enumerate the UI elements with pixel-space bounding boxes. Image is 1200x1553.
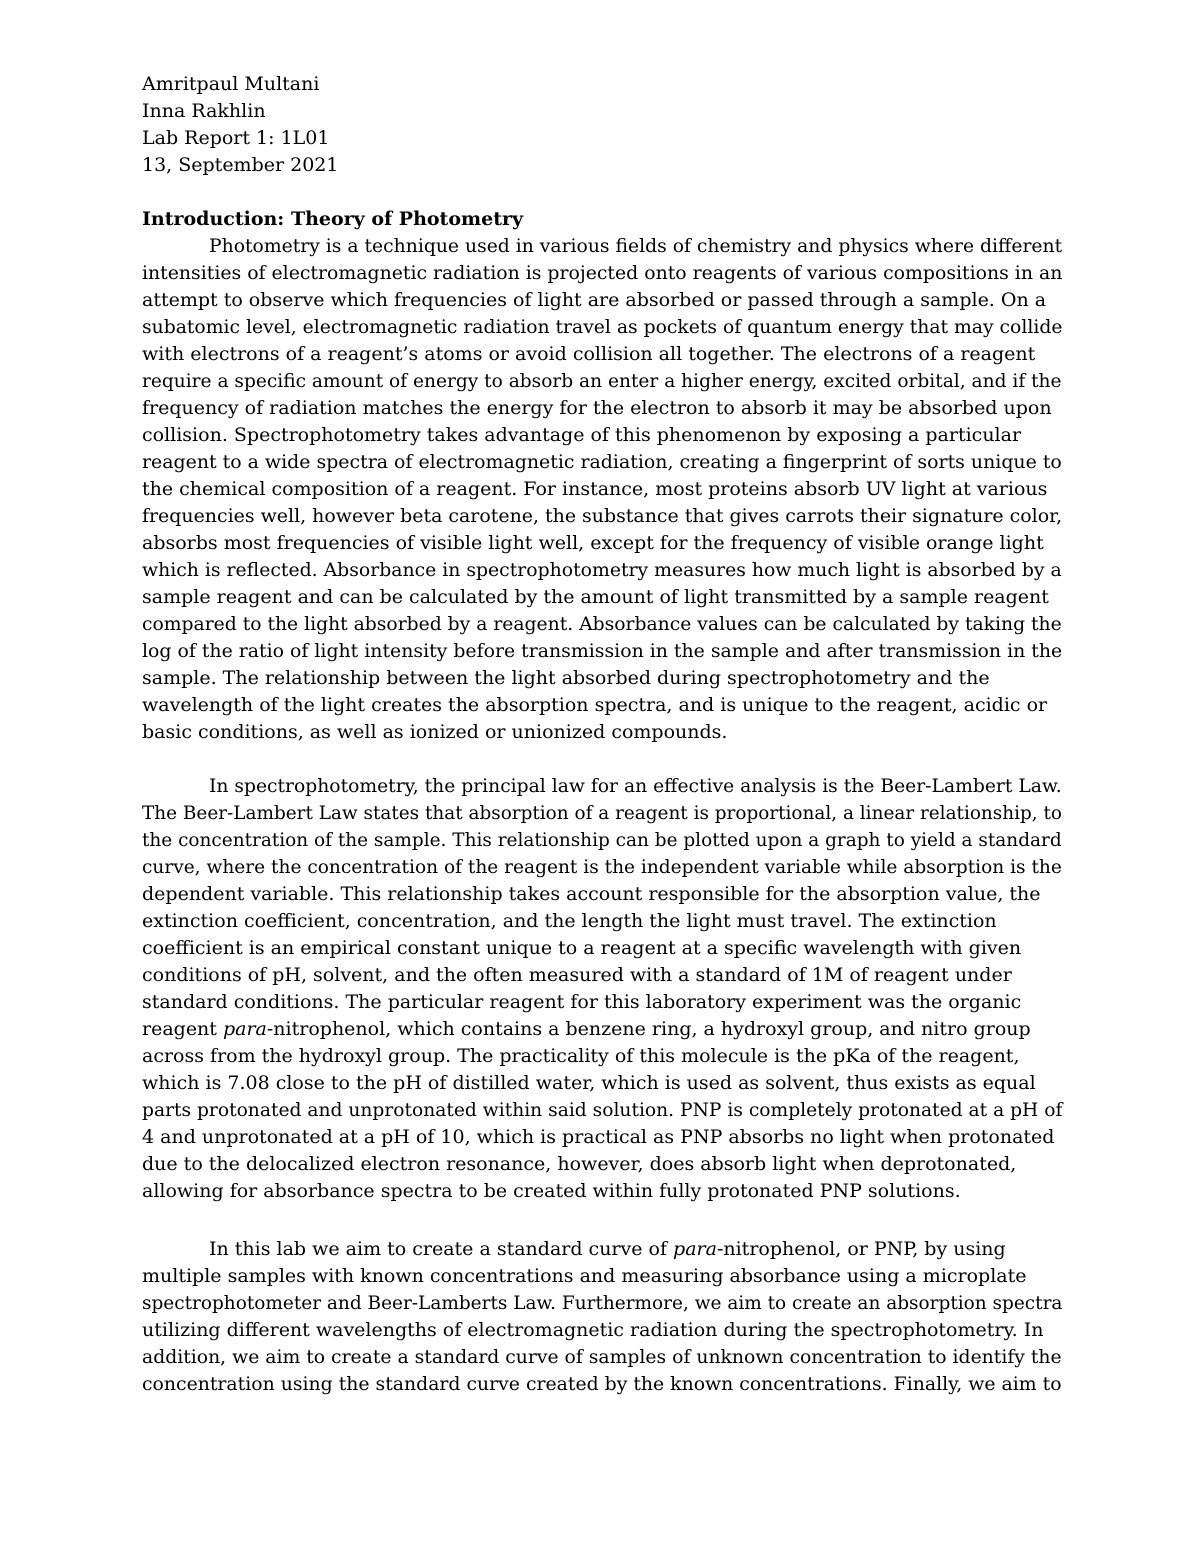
paragraph-1-line: log of the ratio of light intensity before transmission in the sample and after transmission in the [142, 640, 1063, 662]
paragraph-2-line: parts protonated and unprotonated within said solution. PNP is completely protonated at a pH of [142, 1099, 1063, 1121]
paragraph-3-line: utilizing different wavelengths of electromagnetic radiation during the spectrophotometry. In [142, 1319, 1044, 1341]
paragraph-2-line: which is 7.08 close to the pH of distilled water, which is used as solvent, thus exists as equal [142, 1072, 1036, 1094]
paragraph-1-line: basic conditions, as well as ionized or unionized compounds. [142, 721, 728, 743]
paragraph-2-line: conditions of pH, solvent, and the often measured with a standard of 1M of reagent under [142, 964, 1012, 986]
line-text: reagent [142, 1018, 223, 1040]
paragraph-1-line: with electrons of a reagent’s atoms or avoid collision all together. The electrons of a reagent [142, 343, 1036, 365]
paragraph-1-line: attempt to observe which frequencies of light are absorbed or passed through a sample. On a [142, 289, 1047, 311]
paragraph-3-line: multiple samples with known concentrations and measuring absorbance using a microplate [142, 1265, 1027, 1287]
paragraph-2-line [142, 1016, 1031, 1043]
line-text: -nitrophenol, or PNP, by using [716, 1238, 1006, 1260]
paragraph-2-line: due to the delocalized electron resonance, however, does absorb light when deprotonated, [142, 1153, 1017, 1175]
paragraph-3-line: concentration using the standard curve created by the known concentrations. Finally, we aim to [142, 1373, 1062, 1395]
paragraph-2-line: dependent variable. This relationship takes account responsible for the absorption value, the [142, 883, 1041, 905]
report-date: 13, September 2021 [142, 154, 339, 176]
report-title: Lab Report 1: 1L01 [142, 127, 330, 149]
paragraph-1-line: compared to the light absorbed by a reagent. Absorbance values can be calculated by taking the [142, 613, 1062, 635]
paragraph-1-line: the chemical composition of a reagent. For instance, most proteins absorb UV light at various [142, 478, 1048, 500]
paragraph-3-line: spectrophotometer and Beer-Lamberts Law. Furthermore, we aim to create an absorption spectra [142, 1292, 1063, 1314]
paragraph-2-line: across from the hydroxyl group. The practicality of this molecule is the pKa of the reagent, [142, 1045, 1020, 1067]
paragraph-2-line: curve, where the concentration of the reagent is the independent variable while absorption is the [142, 856, 1062, 878]
paragraph-1-line: frequencies well, however beta carotene, the substance that gives carrots their signature color, [142, 505, 1063, 527]
paragraph-2-line: In spectrophotometry, the principal law for an effective analysis is the Beer-Lambert Law. [209, 775, 1062, 797]
paragraph-2-line: the concentration of the sample. This relationship can be plotted upon a graph to yield a standard [142, 829, 1062, 851]
section-heading: Introduction: Theory of Photometry [142, 208, 524, 230]
paragraph-2-line: coefficient is an empirical constant unique to a reagent at a specific wavelength with given [142, 937, 1022, 959]
author-name: Amritpaul Multani [142, 73, 320, 95]
paragraph-3-line [209, 1236, 1006, 1263]
paragraph-1-line: collision. Spectrophotometry takes advantage of this phenomenon by exposing a particular [142, 424, 1022, 446]
paragraph-1-line: intensities of electromagnetic radiation is projected onto reagents of various compositions in an [142, 262, 1063, 284]
paragraph-2-line: The Beer-Lambert Law states that absorption of a reagent is proportional, a linear relationship, to [142, 802, 1063, 824]
paragraph-1-line: Photometry is a technique used in various fields of chemistry and physics where different [209, 235, 1063, 257]
paragraph-3-line: addition, we aim to create a standard curve of samples of unknown concentration to identify the [142, 1346, 1062, 1368]
paragraph-2-line: extinction coefficient, concentration, and the length the light must travel. The extinction [142, 910, 997, 932]
italic-term: para [673, 1238, 717, 1260]
paragraph-1-line: require a specific amount of energy to absorb an enter a higher energy, excited orbital, and if the [142, 370, 1062, 392]
paragraph-2-line: standard conditions. The particular reagent for this laboratory experiment was the organic [142, 991, 1022, 1013]
paragraph-1-line: frequency of radiation matches the energy for the electron to absorb it may be absorbed upon [142, 397, 1052, 419]
paragraph-1-line: subatomic level, electromagnetic radiation travel as pockets of quantum energy that may collide [142, 316, 1063, 338]
line-text: -nitrophenol, which contains a benzene ring, a hydroxyl group, and nitro group [266, 1018, 1031, 1040]
paragraph-2-line: 4 and unprotonated at a pH of 10, which is practical as PNP absorbs no light when protonated [142, 1126, 1055, 1148]
line-text: In this lab we aim to create a standard curve of [209, 1238, 674, 1260]
paragraph-1-line: absorbs most frequencies of visible light well, except for the frequency of visible orange light [142, 532, 1044, 554]
paragraph-1-line: sample reagent and can be calculated by the amount of light transmitted by a sample reagent [142, 586, 1049, 608]
paragraph-1-line: which is reflected. Absorbance in spectrophotometry measures how much light is absorbed by a [142, 559, 1062, 581]
instructor-name: Inna Rakhlin [142, 100, 266, 122]
paragraph-1-line: wavelength of the light creates the absorption spectra, and is unique to the reagent, acidic or [142, 694, 1048, 716]
paragraph-1-line: reagent to a wide spectra of electromagnetic radiation, creating a fingerprint of sorts unique to [142, 451, 1062, 473]
paragraph-2-line: allowing for absorbance spectra to be created within fully protonated PNP solutions. [142, 1180, 961, 1202]
italic-term: para [222, 1018, 267, 1040]
paragraph-1-line: sample. The relationship between the light absorbed during spectrophotometry and the [142, 667, 990, 689]
